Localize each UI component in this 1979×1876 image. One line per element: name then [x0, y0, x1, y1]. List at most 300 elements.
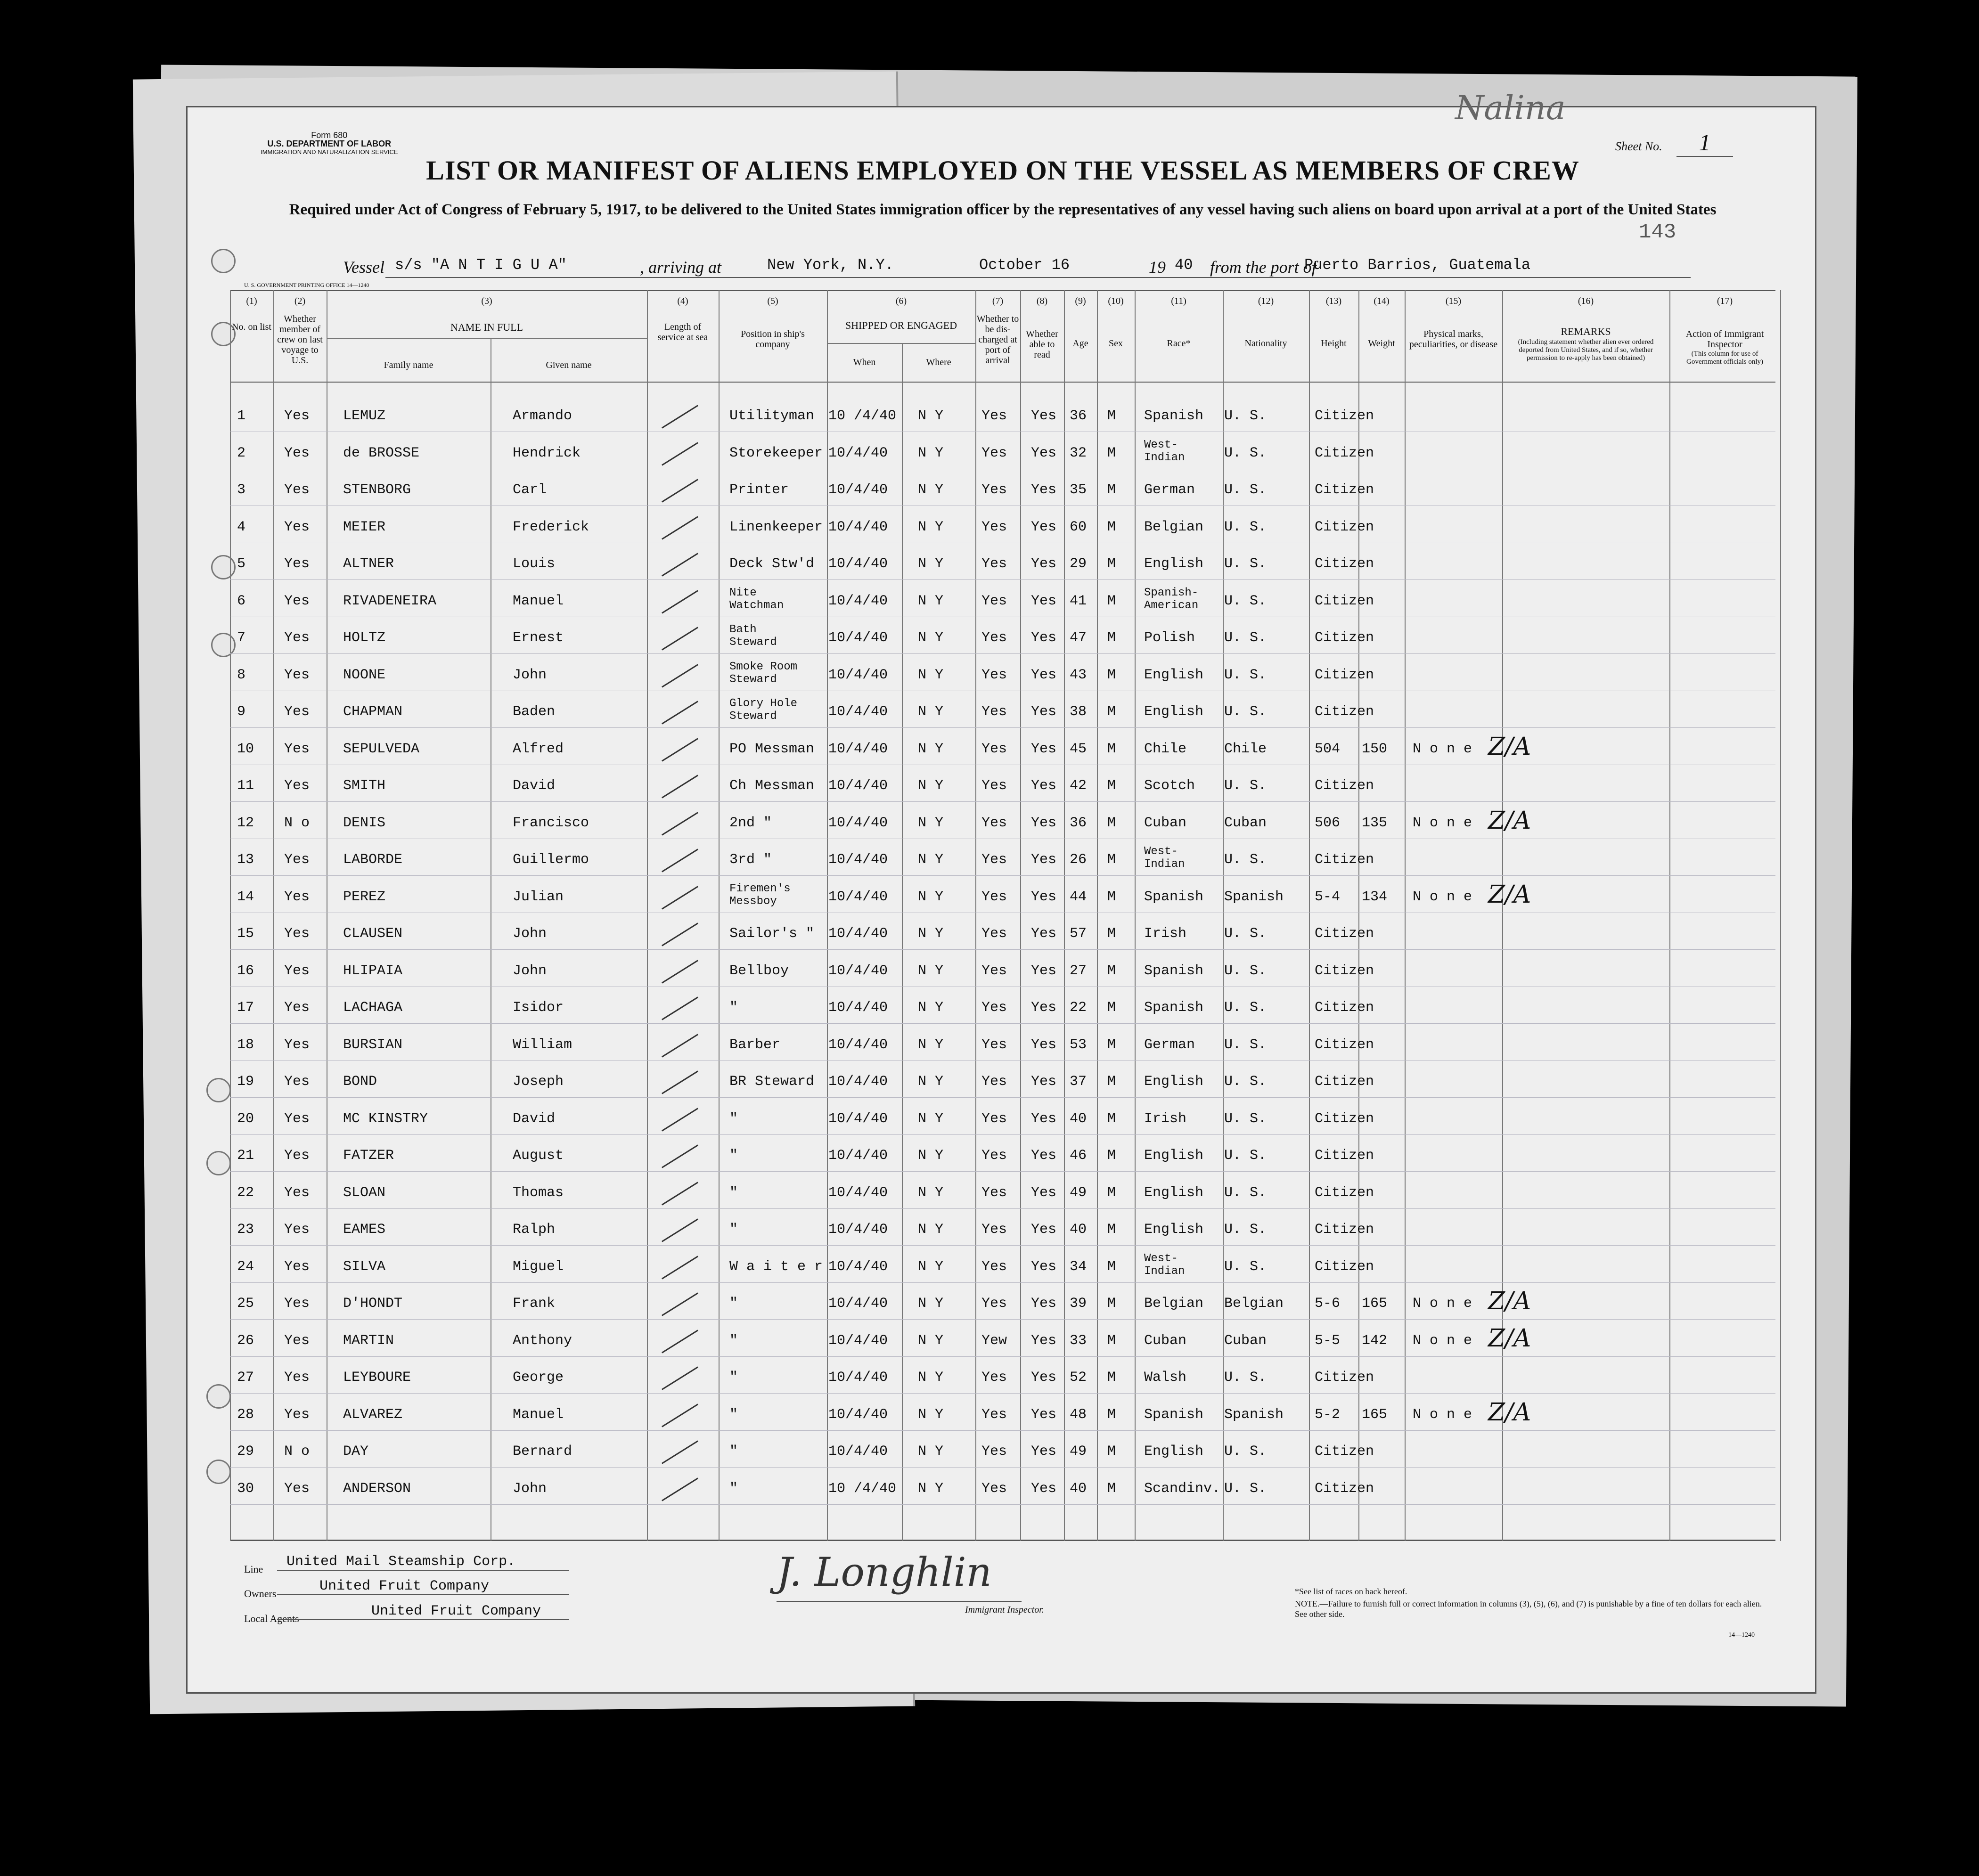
physical-marks: N o n e — [1413, 741, 1472, 757]
stamp-number: 143 — [1639, 220, 1676, 244]
family-name: PEREZ — [343, 889, 386, 905]
shipped-when: 10/4/40 — [828, 1332, 888, 1349]
age: 38 — [1070, 704, 1087, 720]
family-name: SILVA — [343, 1258, 386, 1275]
nationality: U. S. — [1224, 630, 1267, 646]
read-flag: Yes — [1031, 962, 1057, 979]
crew-member-flag: Yes — [284, 408, 310, 424]
discharged-flag: Yew — [981, 1332, 1007, 1349]
height-weight-citizen: Citizen — [1315, 1074, 1374, 1090]
height-weight-citizen: Citizen — [1315, 482, 1374, 498]
row-number: 18 — [237, 1036, 254, 1053]
read-flag: Yes — [1031, 1444, 1057, 1460]
row-rule — [230, 1097, 1775, 1098]
position: Firemen's Messboy — [729, 882, 791, 908]
given-name: Alfred — [513, 741, 564, 757]
height-weight-citizen: Citizen — [1315, 1222, 1374, 1238]
discharged-flag: Yes — [981, 704, 1007, 720]
nationality: U. S. — [1224, 1000, 1267, 1016]
crew-member-flag: Yes — [284, 852, 310, 868]
row-number: 15 — [237, 926, 254, 942]
family-name: LEMUZ — [343, 408, 386, 424]
race: Irish — [1144, 1110, 1187, 1127]
family-name: DAY — [343, 1444, 369, 1460]
arrival-port: New York, N.Y. — [767, 256, 894, 274]
nationality: U. S. — [1224, 704, 1267, 720]
position: Printer — [729, 482, 789, 498]
row-rule — [230, 1319, 1775, 1320]
position: " — [729, 1184, 738, 1201]
col-line — [1405, 290, 1406, 1541]
race: Spanish — [1144, 1406, 1204, 1423]
read-flag: Yes — [1031, 815, 1057, 831]
age: 45 — [1070, 741, 1087, 757]
punch-ring — [206, 1460, 231, 1484]
header-remarks-note: (Including statement whether alien ever ordered deported from United States, and if so, whether permission to re-apply has been obtained) — [1518, 338, 1654, 362]
sex: M — [1107, 519, 1116, 535]
age: 44 — [1070, 889, 1087, 905]
read-flag: Yes — [1031, 741, 1057, 757]
position: " — [729, 1480, 738, 1497]
sex: M — [1107, 1074, 1116, 1090]
row-number: 24 — [237, 1258, 254, 1275]
age: 34 — [1070, 1258, 1087, 1275]
discharged-flag: Yes — [981, 1444, 1007, 1460]
inspector-label: Immigrant Inspector. — [965, 1605, 1044, 1615]
weight: 142 — [1362, 1332, 1388, 1349]
binder-hole — [80, 1498, 101, 1519]
weight: 150 — [1362, 741, 1388, 757]
sex: M — [1107, 704, 1116, 720]
vessel-name: s/s "A N T I G U A" — [395, 256, 567, 274]
col-line — [975, 290, 976, 1541]
binder-hole — [80, 367, 101, 388]
row-number: 6 — [237, 593, 246, 609]
family-name: BURSIAN — [343, 1036, 403, 1053]
header-nationality: Nationality — [1244, 338, 1287, 349]
service-check-mark — [662, 960, 698, 983]
nationality: U. S. — [1224, 1148, 1267, 1164]
age: 52 — [1070, 1370, 1087, 1386]
sex: M — [1107, 815, 1116, 831]
col-line — [1135, 290, 1136, 1541]
service-check-mark — [662, 848, 698, 872]
inspector-action-mark: Z/A — [1488, 1324, 1531, 1353]
race: English — [1144, 1222, 1204, 1238]
sex: M — [1107, 1332, 1116, 1349]
discharged-flag: Yes — [981, 741, 1007, 757]
binder-hole — [80, 1423, 101, 1444]
shipped-when: 10/4/40 — [828, 1444, 888, 1460]
header-shipped: SHIPPED OR ENGAGED — [845, 319, 957, 331]
position: " — [729, 1332, 738, 1349]
shipped-when: 10/4/40 — [828, 482, 888, 498]
row-number: 13 — [237, 852, 254, 868]
discharged-flag: Yes — [981, 1184, 1007, 1201]
crew-member-flag: Yes — [284, 1296, 310, 1312]
shipped-when: 10 /4/40 — [828, 1480, 897, 1497]
header-family: Family name — [384, 360, 433, 370]
shipped-when: 10/4/40 — [828, 962, 888, 979]
age: 40 — [1070, 1110, 1087, 1127]
form-number: Form 680 — [311, 131, 348, 140]
sex: M — [1107, 1444, 1116, 1460]
vessel-label: Vessel — [343, 258, 384, 277]
family-name: STENBORG — [343, 482, 411, 498]
family-name: de BROSSE — [343, 445, 420, 461]
header-action-note: (This column for use of Government officials only) — [1686, 350, 1763, 366]
height-weight-citizen: Citizen — [1315, 778, 1374, 794]
sex: M — [1107, 741, 1116, 757]
crew-member-flag: Yes — [284, 1184, 310, 1201]
crew-member-flag: Yes — [284, 482, 310, 498]
crew-member-flag: Yes — [284, 962, 310, 979]
read-flag: Yes — [1031, 1296, 1057, 1312]
discharged-flag: Yes — [981, 667, 1007, 683]
position: BR Steward — [729, 1074, 815, 1090]
height: 5-5 — [1315, 1332, 1341, 1349]
family-name: SEPULVEDA — [343, 741, 420, 757]
nationality: U. S. — [1224, 852, 1267, 868]
read-flag: Yes — [1031, 1258, 1057, 1275]
header-member: Whether member of crew on last voyage to U.S. — [277, 314, 323, 366]
service-check-mark — [662, 516, 698, 539]
voyage-line — [188, 253, 1818, 282]
family-name: CHAPMAN — [343, 704, 403, 720]
header-remarks: REMARKS — [1561, 326, 1611, 337]
age: 60 — [1070, 519, 1087, 535]
discharged-flag: Yes — [981, 519, 1007, 535]
discharged-flag: Yes — [981, 1222, 1007, 1238]
given-name: Manuel — [513, 593, 564, 609]
shipped-when: 10/4/40 — [828, 1370, 888, 1386]
row-rule — [230, 1467, 1775, 1468]
age: 57 — [1070, 926, 1087, 942]
shipped-when: 10/4/40 — [828, 852, 888, 868]
age: 39 — [1070, 1296, 1087, 1312]
col-num-12: (12) — [1258, 296, 1274, 306]
department: U.S. DEPARTMENT OF LABOR — [267, 139, 392, 148]
given-name: Miguel — [513, 1258, 564, 1275]
col-num-1: (1) — [246, 296, 257, 306]
family-name: FATZER — [343, 1148, 394, 1164]
age: 29 — [1070, 556, 1087, 572]
nationality: U. S. — [1224, 593, 1267, 609]
shipped-where: N Y — [918, 1296, 944, 1312]
given-name: Julian — [513, 889, 564, 905]
shipped-when: 10/4/40 — [828, 926, 888, 942]
race: Chile — [1144, 741, 1187, 757]
inspector-action-mark: Z/A — [1488, 732, 1531, 761]
discharged-flag: Yes — [981, 815, 1007, 831]
read-flag: Yes — [1031, 852, 1057, 868]
col-num-15: (15) — [1445, 296, 1462, 306]
header-length: Length of service at sea — [657, 322, 708, 343]
crew-member-flag: Yes — [284, 1370, 310, 1386]
punch-ring — [211, 555, 236, 579]
discharged-flag: Yes — [981, 962, 1007, 979]
col-num-7: (7) — [992, 296, 1004, 306]
crew-member-flag: Yes — [284, 593, 310, 609]
shipped-where: N Y — [918, 889, 944, 905]
given-name: August — [513, 1148, 564, 1164]
col-num-6: (6) — [895, 296, 907, 306]
sex: M — [1107, 1296, 1116, 1312]
age: 32 — [1070, 445, 1087, 461]
height-weight-citizen: Citizen — [1315, 556, 1374, 572]
arriving-label: , arriving at — [640, 258, 722, 277]
read-flag: Yes — [1031, 445, 1057, 461]
given-name: Thomas — [513, 1184, 564, 1201]
col-line — [273, 290, 274, 1541]
shipped-where: N Y — [918, 852, 944, 868]
read-flag: Yes — [1031, 889, 1057, 905]
age: 41 — [1070, 593, 1087, 609]
service-check-mark — [662, 1366, 698, 1390]
race: German — [1144, 1036, 1195, 1053]
form-id-block — [261, 131, 398, 156]
crew-member-flag: Yes — [284, 1406, 310, 1423]
discharged-flag: Yes — [981, 852, 1007, 868]
service-check-mark — [662, 405, 698, 428]
nationality: U. S. — [1224, 778, 1267, 794]
header-sex: Sex — [1109, 338, 1123, 349]
col-num-4: (4) — [677, 296, 688, 306]
shipped-where: N Y — [918, 741, 944, 757]
arrival-year: 40 — [1175, 256, 1193, 274]
race: Spanish — [1144, 962, 1204, 979]
col-line — [902, 343, 903, 1541]
shipped-when: 10/4/40 — [828, 1036, 888, 1053]
crew-member-flag: Yes — [284, 1258, 310, 1275]
col-line — [1669, 290, 1670, 1541]
sex: M — [1107, 482, 1116, 498]
owners-value: United Fruit Company — [277, 1578, 569, 1595]
shipped-where: N Y — [918, 1000, 944, 1016]
shipped-where: N Y — [918, 1110, 944, 1127]
nationality: U. S. — [1224, 1222, 1267, 1238]
header-position: Position in ship's company — [741, 329, 805, 350]
service-check-mark — [662, 627, 698, 650]
service-check-mark — [662, 738, 698, 761]
given-name: Frank — [513, 1296, 556, 1312]
name-rule — [327, 338, 647, 339]
fine-note: NOTE.—Failure to furnish full or correct information in columns (3), (5), (6), and (7) is punishable by a fine of ten dollars for each alien. See other side. — [1295, 1599, 1762, 1619]
age: 53 — [1070, 1036, 1087, 1053]
nationality: U. S. — [1224, 926, 1267, 942]
crew-member-flag: Yes — [284, 1036, 310, 1053]
row-number: 8 — [237, 667, 246, 683]
sex: M — [1107, 1222, 1116, 1238]
read-flag: Yes — [1031, 593, 1057, 609]
shipped-when: 10/4/40 — [828, 1258, 888, 1275]
service-check-mark — [662, 1070, 698, 1094]
row-number: 28 — [237, 1406, 254, 1423]
given-name: Bernard — [513, 1444, 572, 1460]
discharged-flag: Yes — [981, 556, 1007, 572]
discharged-flag: Yes — [981, 1000, 1007, 1016]
family-name: D'HONDT — [343, 1296, 403, 1312]
service-check-mark — [662, 701, 698, 724]
row-rule — [230, 579, 1775, 580]
age: 26 — [1070, 852, 1087, 868]
shipped-when: 10/4/40 — [828, 1296, 888, 1312]
crew-member-flag: Yes — [284, 630, 310, 646]
crew-member-flag: N o — [284, 815, 310, 831]
height-weight-citizen: Citizen — [1315, 593, 1374, 609]
discharged-flag: Yes — [981, 778, 1007, 794]
race: Walsh — [1144, 1370, 1187, 1386]
crew-member-flag: Yes — [284, 741, 310, 757]
position: W a i t e r — [729, 1258, 823, 1275]
discharged-flag: Yes — [981, 630, 1007, 646]
punch-ring — [206, 1078, 231, 1102]
weight: 135 — [1362, 815, 1388, 831]
sex: M — [1107, 1406, 1116, 1423]
height-weight-citizen: Citizen — [1315, 1000, 1374, 1016]
nationality: U. S. — [1224, 962, 1267, 979]
family-name: NOONE — [343, 667, 386, 683]
position: " — [729, 1148, 738, 1164]
shipped-where: N Y — [918, 962, 944, 979]
crew-member-flag: Yes — [284, 1222, 310, 1238]
race: English — [1144, 1074, 1204, 1090]
race: English — [1144, 1148, 1204, 1164]
service-check-mark — [662, 1144, 698, 1168]
header-race: Race* — [1167, 338, 1191, 349]
row-number: 14 — [237, 889, 254, 905]
position: Linenkeeper — [729, 519, 823, 535]
nationality: U. S. — [1224, 1258, 1267, 1275]
row-number: 23 — [237, 1222, 254, 1238]
position: Barber — [729, 1036, 781, 1053]
discharged-flag: Yes — [981, 1296, 1007, 1312]
row-number: 25 — [237, 1296, 254, 1312]
col-line — [647, 290, 648, 1541]
height-weight-citizen: Citizen — [1315, 962, 1374, 979]
family-name: HOLTZ — [343, 630, 386, 646]
row-number: 4 — [237, 519, 246, 535]
service-check-mark — [662, 590, 698, 613]
row-number: 7 — [237, 630, 246, 646]
col-line — [1097, 290, 1098, 1541]
shipped-where: N Y — [918, 667, 944, 683]
agents-label: Local Agents — [244, 1613, 299, 1624]
row-rule — [230, 801, 1775, 802]
col-num-8: (8) — [1036, 296, 1048, 306]
discharged-flag: Yes — [981, 1036, 1007, 1053]
age: 37 — [1070, 1074, 1087, 1090]
race: Polish — [1144, 630, 1195, 646]
height: 506 — [1315, 815, 1341, 831]
race: Cuban — [1144, 1332, 1187, 1349]
nationality: Spanish — [1224, 1406, 1284, 1423]
read-flag: Yes — [1031, 704, 1057, 720]
height-weight-citizen: Citizen — [1315, 630, 1374, 646]
shipped-where: N Y — [918, 1444, 944, 1460]
read-flag: Yes — [1031, 1222, 1057, 1238]
discharged-flag: Yes — [981, 482, 1007, 498]
shipped-when: 10/4/40 — [828, 445, 888, 461]
race: Irish — [1144, 926, 1187, 942]
row-rule — [230, 1060, 1775, 1061]
row-number: 9 — [237, 704, 246, 720]
race: English — [1144, 556, 1204, 572]
row-rule — [230, 875, 1775, 876]
position: Utilityman — [729, 408, 815, 424]
position: " — [729, 1000, 738, 1016]
crew-member-flag: N o — [284, 1444, 310, 1460]
nationality: U. S. — [1224, 1370, 1267, 1386]
row-number: 26 — [237, 1332, 254, 1349]
row-number: 17 — [237, 1000, 254, 1016]
position: " — [729, 1110, 738, 1127]
row-number: 21 — [237, 1148, 254, 1164]
given-name: Frederick — [513, 519, 589, 535]
row-number: 27 — [237, 1370, 254, 1386]
race: Scandinv. — [1144, 1480, 1221, 1497]
sex: M — [1107, 1258, 1116, 1275]
shipped-where: N Y — [918, 445, 944, 461]
race: Spanish — [1144, 1000, 1204, 1016]
family-name: SLOAN — [343, 1184, 386, 1201]
nationality: U. S. — [1224, 1036, 1267, 1053]
discharged-flag: Yes — [981, 889, 1007, 905]
service-check-mark — [662, 996, 698, 1020]
read-flag: Yes — [1031, 556, 1057, 572]
read-flag: Yes — [1031, 1370, 1057, 1386]
row-number: 11 — [237, 778, 254, 794]
crew-member-flag: Yes — [284, 519, 310, 535]
table-top-rule — [230, 290, 1775, 291]
shipped-when: 10/4/40 — [828, 815, 888, 831]
given-name: William — [513, 1036, 572, 1053]
family-name: CLAUSEN — [343, 926, 403, 942]
header-when: When — [853, 357, 876, 367]
race: Belgian — [1144, 1296, 1204, 1312]
row-rule — [230, 653, 1775, 654]
discharged-flag: Yes — [981, 1148, 1007, 1164]
read-flag: Yes — [1031, 778, 1057, 794]
height-weight-citizen: Citizen — [1315, 1444, 1374, 1460]
sex: M — [1107, 667, 1116, 683]
col-line — [230, 290, 231, 1541]
col-num-13: (13) — [1325, 296, 1342, 306]
shipped-where: N Y — [918, 556, 944, 572]
height-weight-citizen: Citizen — [1315, 1148, 1374, 1164]
family-name: SMITH — [343, 778, 386, 794]
header-read: Whether able to read — [1026, 329, 1058, 360]
service-check-mark — [662, 1108, 698, 1131]
age: 48 — [1070, 1406, 1087, 1423]
shipped-where: N Y — [918, 1222, 944, 1238]
height-weight-citizen: Citizen — [1315, 704, 1374, 720]
sex: M — [1107, 1184, 1116, 1201]
discharged-flag: Yes — [981, 445, 1007, 461]
position: Glory Hole Steward — [729, 697, 798, 723]
discharged-flag: Yes — [981, 926, 1007, 942]
line-value: United Mail Steamship Corp. — [277, 1554, 569, 1571]
shipped-when: 10/4/40 — [828, 1148, 888, 1164]
nationality: U. S. — [1224, 1074, 1267, 1090]
read-flag: Yes — [1031, 1148, 1057, 1164]
manifest-page — [186, 89, 1816, 1694]
given-name: Isidor — [513, 1000, 564, 1016]
crew-member-flag: Yes — [284, 1074, 310, 1090]
sex: M — [1107, 445, 1116, 461]
col-num-14: (14) — [1374, 296, 1390, 306]
row-rule — [230, 1023, 1775, 1024]
